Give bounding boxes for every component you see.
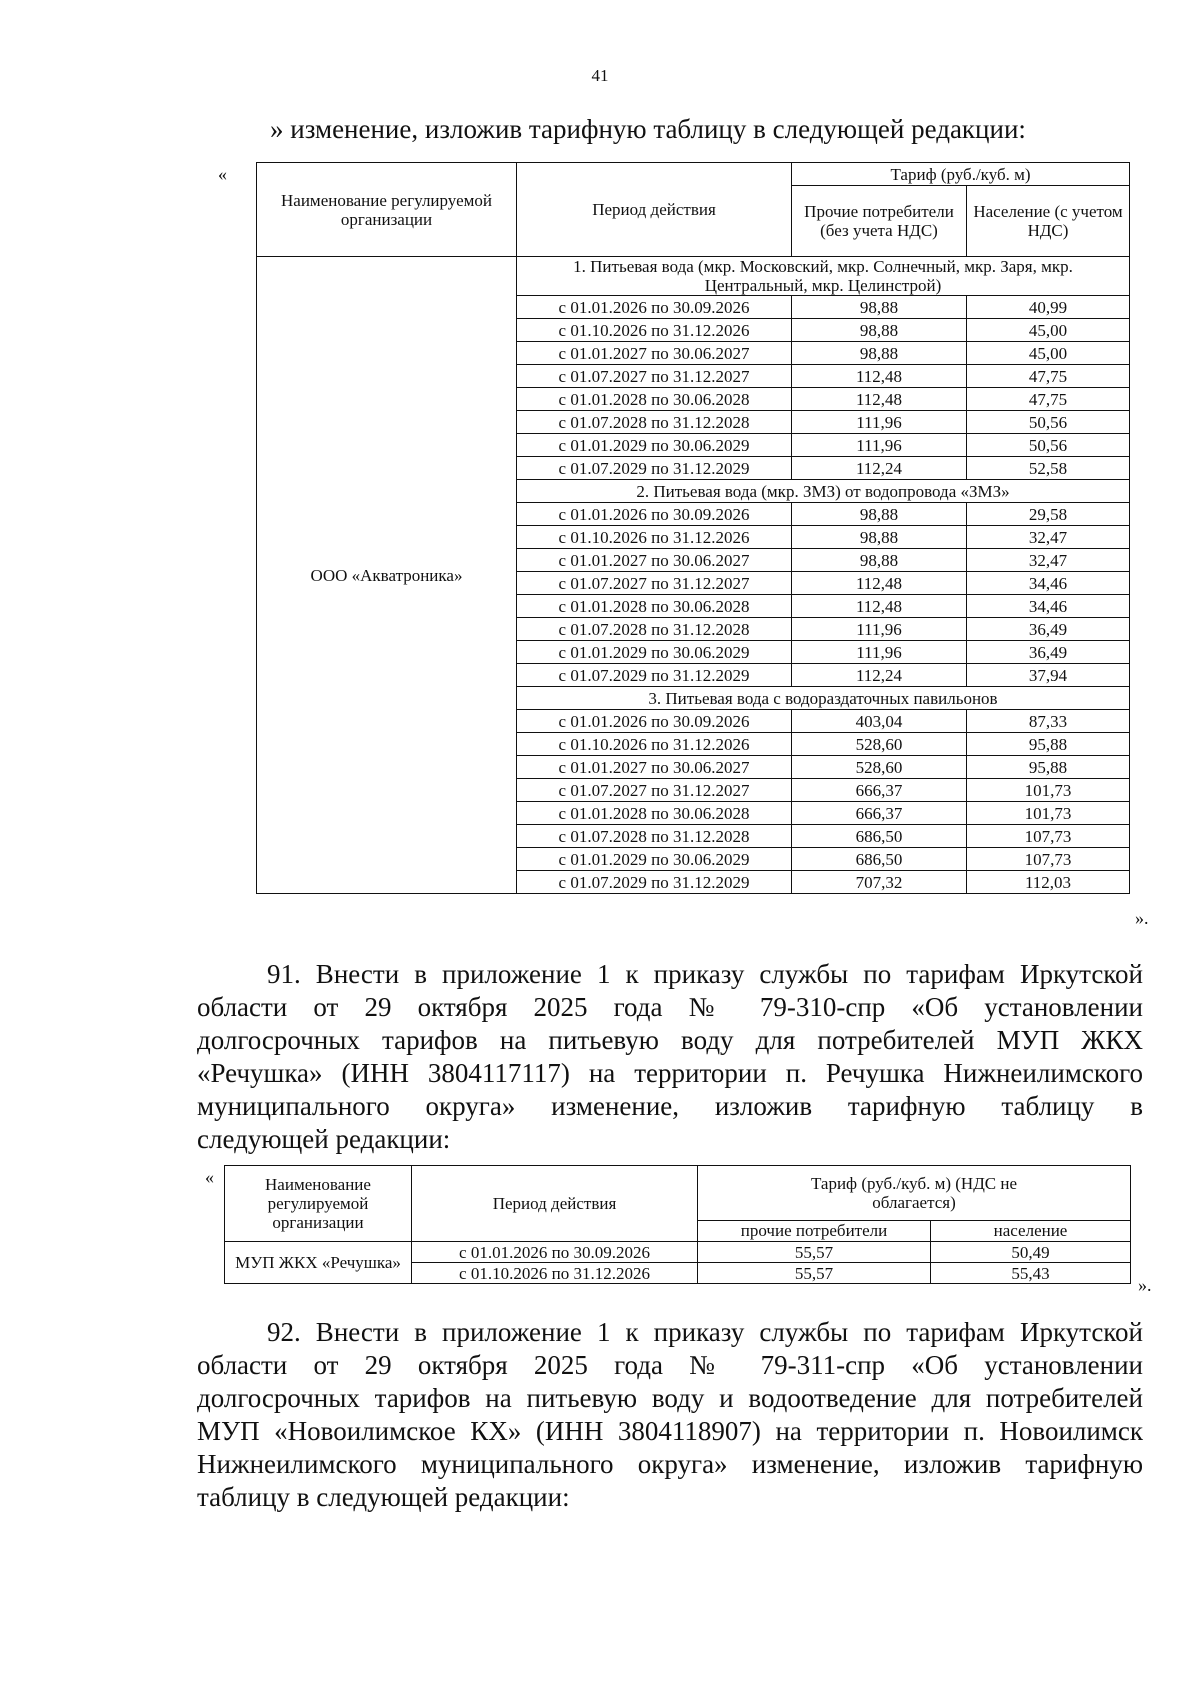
- other-tariff-cell: 98,88: [792, 342, 967, 365]
- other-tariff-cell: 112,48: [792, 388, 967, 411]
- period-cell: с 01.07.2027 по 31.12.2027: [517, 779, 792, 802]
- period-cell: с 01.07.2029 по 31.12.2029: [517, 457, 792, 480]
- header-population: Население (с учетом НДС): [967, 186, 1130, 257]
- period-cell: с 01.07.2027 по 31.12.2027: [517, 365, 792, 388]
- population-tariff-cell: 34,46: [967, 572, 1130, 595]
- other-tariff-cell: 686,50: [792, 825, 967, 848]
- para91-line: муниципального округа» изменение, изложив тарифную таблицу в: [197, 1091, 1143, 1121]
- para92-line: таблицу в следующей редакции:: [197, 1482, 570, 1512]
- period-cell: с 01.01.2028 по 30.06.2028: [517, 595, 792, 618]
- section-title: 1. Питьевая вода (мкр. Московский, мкр. Солнечный, мкр. Заря, мкр. Центральный, мкр. Целинстрой): [517, 257, 1130, 296]
- population-tariff-cell: 36,49: [967, 618, 1130, 641]
- population-tariff-cell: 45,00: [967, 319, 1130, 342]
- other-tariff-cell: 55,57: [698, 1263, 931, 1284]
- table2-close-quote: ».: [1138, 1275, 1152, 1295]
- other-tariff-cell: 98,88: [792, 549, 967, 572]
- other-tariff-cell: 666,37: [792, 802, 967, 825]
- period-cell: с 01.01.2027 по 30.06.2027: [517, 342, 792, 365]
- other-tariff-cell: 666,37: [792, 779, 967, 802]
- population-tariff-cell: 47,75: [967, 388, 1130, 411]
- para92-line: долгосрочных тарифов на питьевую воду и водоотведение для потребителей: [197, 1383, 1143, 1413]
- org-name: ООО «Акватроника»: [257, 257, 517, 894]
- header-org: Наименование регулируемой организации: [257, 163, 517, 257]
- population-tariff-cell: 40,99: [967, 296, 1130, 319]
- other-tariff-cell: 112,24: [792, 664, 967, 687]
- header-period: Период действия: [517, 163, 792, 257]
- header-period: Период действия: [412, 1166, 698, 1242]
- para92-line: Нижнеилимского муниципального округа» изменение, изложив тарифную: [197, 1449, 1143, 1479]
- period-cell: с 01.10.2026 по 31.12.2026: [412, 1263, 698, 1284]
- header-tariff: Тариф (руб./куб. м) (НДС не облагается): [698, 1166, 1131, 1221]
- population-tariff-cell: 87,33: [967, 710, 1130, 733]
- period-cell: с 01.01.2027 по 30.06.2027: [517, 756, 792, 779]
- para91-line: долгосрочных тарифов на питьевую воду для потребителей МУП ЖКХ: [197, 1025, 1143, 1055]
- paragraph-91: [197, 958, 1143, 1156]
- other-tariff-cell: 98,88: [792, 296, 967, 319]
- other-tariff-cell: 528,60: [792, 756, 967, 779]
- header-population: население: [931, 1220, 1131, 1241]
- para91-line: области от 29 октября 2025 года № 79-310-спр «Об установлении: [197, 992, 1143, 1022]
- period-cell: с 01.07.2028 по 31.12.2028: [517, 825, 792, 848]
- other-tariff-cell: 111,96: [792, 618, 967, 641]
- period-cell: с 01.01.2029 по 30.06.2029: [517, 641, 792, 664]
- other-tariff-cell: 528,60: [792, 733, 967, 756]
- other-tariff-cell: 111,96: [792, 434, 967, 457]
- period-cell: с 01.07.2027 по 31.12.2027: [517, 572, 792, 595]
- period-cell: с 01.01.2027 по 30.06.2027: [517, 549, 792, 572]
- other-tariff-cell: 112,24: [792, 457, 967, 480]
- period-cell: с 01.10.2026 по 31.12.2026: [517, 319, 792, 342]
- population-tariff-cell: 52,58: [967, 457, 1130, 480]
- header-tariff: Тариф (руб./куб. м): [792, 163, 1130, 186]
- other-tariff-cell: 707,32: [792, 871, 967, 894]
- period-cell: с 01.01.2028 по 30.06.2028: [517, 388, 792, 411]
- header-other: прочие потребители: [698, 1220, 931, 1241]
- period-cell: с 01.01.2026 по 30.09.2026: [412, 1242, 698, 1263]
- table1-close-quote: ».: [1135, 908, 1149, 928]
- population-tariff-cell: 37,94: [967, 664, 1130, 687]
- other-tariff-cell: 98,88: [792, 526, 967, 549]
- population-tariff-cell: 36,49: [967, 641, 1130, 664]
- population-tariff-cell: 107,73: [967, 848, 1130, 871]
- population-tariff-cell: 95,88: [967, 756, 1130, 779]
- page-number: 41: [591, 66, 609, 85]
- section-title: 3. Питьевая вода с водораздаточных павильонов: [517, 687, 1130, 710]
- other-tariff-cell: 98,88: [792, 319, 967, 342]
- population-tariff-cell: 50,56: [967, 434, 1130, 457]
- population-tariff-cell: 101,73: [967, 802, 1130, 825]
- para91-line: 91. Внести в приложение 1 к приказу службы по тарифам Иркутской: [267, 959, 1143, 989]
- population-tariff-cell: 29,58: [967, 503, 1130, 526]
- org-name: МУП ЖКХ «Речушка»: [225, 1242, 412, 1284]
- population-tariff-cell: 112,03: [967, 871, 1130, 894]
- population-tariff-cell: 95,88: [967, 733, 1130, 756]
- other-tariff-cell: 111,96: [792, 411, 967, 434]
- other-tariff-cell: 112,48: [792, 365, 967, 388]
- paragraph-92: [197, 1316, 1143, 1514]
- population-tariff-cell: 47,75: [967, 365, 1130, 388]
- table1-open-quote: «: [218, 164, 227, 184]
- period-cell: с 01.01.2026 по 30.09.2026: [517, 296, 792, 319]
- period-cell: с 01.01.2029 по 30.06.2029: [517, 848, 792, 871]
- population-tariff-cell: 50,56: [967, 411, 1130, 434]
- other-tariff-cell: 55,57: [698, 1242, 931, 1263]
- population-tariff-cell: 34,46: [967, 595, 1130, 618]
- other-tariff-cell: 111,96: [792, 641, 967, 664]
- period-cell: с 01.10.2026 по 31.12.2026: [517, 526, 792, 549]
- period-cell: с 01.01.2026 по 30.09.2026: [517, 710, 792, 733]
- period-cell: с 01.01.2028 по 30.06.2028: [517, 802, 792, 825]
- period-cell: с 01.10.2026 по 31.12.2026: [517, 733, 792, 756]
- para91-line: «Речушка» (ИНН 3804117117) на территории п. Речушка Нижнеилимского: [197, 1058, 1143, 1088]
- section-title: 2. Питьевая вода (мкр. ЗМЗ) от водопровода «ЗМЗ»: [517, 480, 1130, 503]
- other-tariff-cell: 98,88: [792, 503, 967, 526]
- population-tariff-cell: 107,73: [967, 825, 1130, 848]
- other-tariff-cell: 686,50: [792, 848, 967, 871]
- period-cell: с 01.07.2029 по 31.12.2029: [517, 664, 792, 687]
- para92-line: 92. Внести в приложение 1 к приказу службы по тарифам Иркутской: [267, 1317, 1143, 1347]
- intro-line: » изменение, изложив тарифную таблицу в следующей редакции:: [270, 114, 1026, 144]
- other-tariff-cell: 112,48: [792, 595, 967, 618]
- period-cell: с 01.07.2028 по 31.12.2028: [517, 618, 792, 641]
- other-tariff-cell: 403,04: [792, 710, 967, 733]
- header-other: Прочие потребители (без учета НДС): [792, 186, 967, 257]
- tariff-table-akvatronika: [256, 162, 1130, 894]
- other-tariff-cell: 112,48: [792, 572, 967, 595]
- period-cell: с 01.07.2029 по 31.12.2029: [517, 871, 792, 894]
- tariff-table-rechushka: [224, 1165, 1131, 1284]
- para92-line: области от 29 октября 2025 года № 79-311-спр «Об установлении: [197, 1350, 1143, 1380]
- population-tariff-cell: 50,49: [931, 1242, 1131, 1263]
- population-tariff-cell: 101,73: [967, 779, 1130, 802]
- period-cell: с 01.01.2029 по 30.06.2029: [517, 434, 792, 457]
- population-tariff-cell: 55,43: [931, 1263, 1131, 1284]
- header-org: Наименование регулируемой организации: [225, 1166, 412, 1242]
- para91-line: следующей редакции:: [197, 1124, 451, 1154]
- period-cell: с 01.01.2026 по 30.09.2026: [517, 503, 792, 526]
- para92-line: МУП «Новоилимское КХ» (ИНН 3804118907) на территории п. Новоилимск: [197, 1416, 1143, 1446]
- population-tariff-cell: 45,00: [967, 342, 1130, 365]
- population-tariff-cell: 32,47: [967, 526, 1130, 549]
- table2-open-quote: «: [205, 1167, 214, 1187]
- period-cell: с 01.07.2028 по 31.12.2028: [517, 411, 792, 434]
- population-tariff-cell: 32,47: [967, 549, 1130, 572]
